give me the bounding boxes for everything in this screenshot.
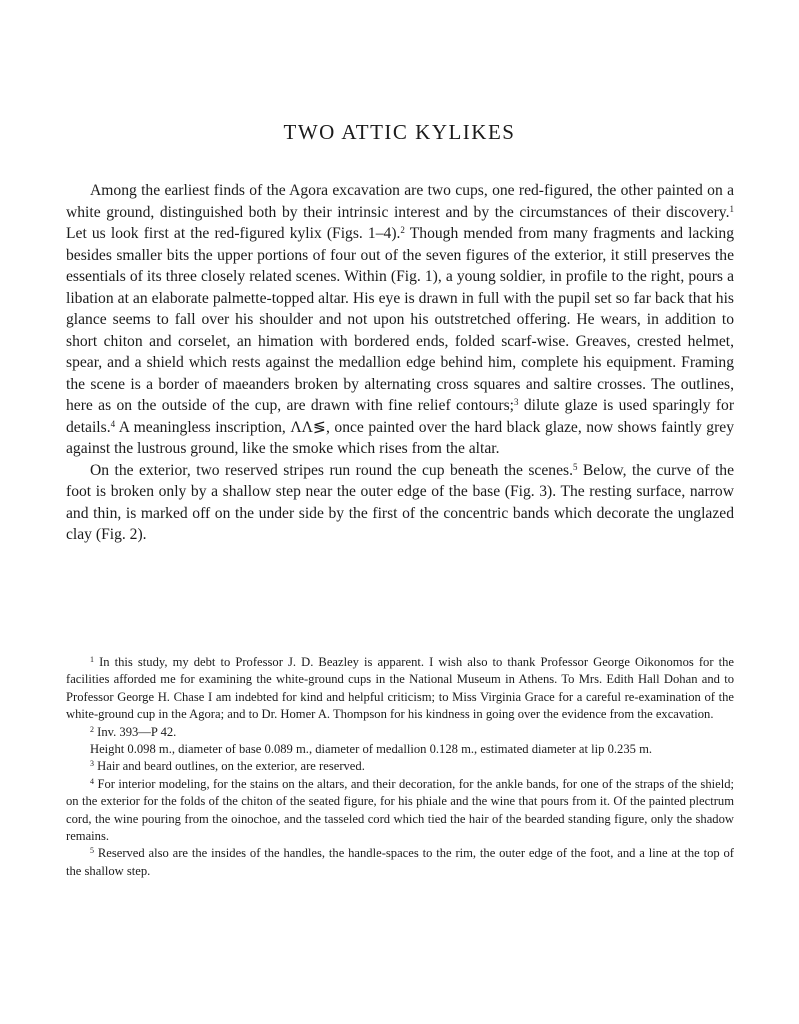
footnote-text: Height 0.098 m., diameter of base 0.089 m., diameter of medallion 0.128 m., estimated diameter at lip 0.235 m. (90, 742, 653, 757)
footnote-number: 1 (90, 655, 94, 664)
footnote-5 (66, 845, 734, 880)
footnote-3 (66, 758, 734, 775)
p1-text-4: dilute glaze is used sparingly for details. (66, 397, 735, 436)
footnote-number: 5 (90, 846, 94, 856)
footnotes (66, 654, 734, 880)
footnote-ref-5: 5 (572, 461, 578, 472)
footnote-ref-2: 2 (400, 225, 405, 235)
footnote-number: 3 (90, 759, 94, 769)
p1-text-1: Among the earliest finds of the Agora excavation are two cups, one red-figured, the other painted on a white ground, distinguished both by their intrinsic interest and by the circumstances of their discovery. (66, 182, 734, 221)
footnote-ref-1: 1 (729, 203, 734, 214)
paragraph-2 (66, 460, 734, 546)
page-title: TWO ATTIC KYLIKES (283, 120, 516, 144)
footnote-text: Hair and beard outlines, on the exterior, are reserved. (94, 759, 365, 774)
footnote-1 (66, 654, 734, 724)
p1-text-2: Let us look first at the red-figured kylix (Figs. 1–4). (66, 225, 401, 242)
p1-text-3: Though mended from many fragments and lacking besides smaller bits the upper portions of four out of the seven figures of the exterior, it still preserves the essentials of its three closely related scenes. Within (Fig. 1), a young soldier, in profile to the right, pours a libation at an elaborate palmette-topped altar. His eye is drawn in full with the pupil set so far back that his glance seems to fall over his shoulder and not upon his outstretched offering. He wears, in addition to short chiton and corselet, an himation with bordered ends, folded scarf-wise. Greaves, crested helmet, spear, and a shield which rests against the medallion edge behind him, complete his equipment. Framing the scene is a border of maeanders broken by alternating cross squares and saltire crosses. The outlines, here as on the outside of the cup, are drawn with fine relief contours; (66, 225, 734, 414)
footnote-text: Inv. 393—P 42. (94, 724, 177, 739)
p1-text-5: A meaningless inscription, ΛΛ≶, once painted over the hard black glaze, now shows faintly grey against the lustrous ground, like the smoke which rises from the altar. (66, 418, 734, 457)
footnote-number: 4 (90, 776, 94, 786)
paragraph-1 (66, 180, 734, 460)
footnote-text: Reserved also are the insides of the handles, the handle-spaces to the rim, the outer edge of the foot, and a line at the top of the shallow step. (66, 846, 734, 878)
footnote-2 (66, 724, 734, 741)
footnote-2-continued (66, 741, 734, 758)
main-text (66, 180, 734, 546)
p2-text-1: On the exterior, two reserved stripes run round the cup beneath the scenes. (90, 461, 573, 479)
footnote-ref-3: 3 (514, 397, 519, 407)
footnote-text: For interior modeling, for the stains on the altars, and their decoration, for the ankle bands, for one of the straps of the shield; on the exterior for the folds of the chiton of the seated figure, for his phiale and the wine that pours from it. Of the painted plectrum cord, the wine pouring from the oinochoe, and the tasseled cord which tied the hair of the bearded standing figure, only the shadow remains. (66, 776, 734, 844)
footnote-text: In this study, my debt to Professor J. D. Beazley is apparent. I wish also to thank Professor George Oikonomos for the facilities afforded me for examining the white-ground cups in the National Museum in Athens. To Mrs. Edith Hall Dohan and to Professor George H. Chase I am indebted for kind and helpful criticism; to Miss Virginia Grace for a careful re-examination of the white-ground cup in the Agora; and to Dr. Homer A. Thompson for his kindness in going over the evidence from the excavation. (66, 655, 734, 722)
footnote-number: 2 (90, 724, 94, 734)
p2-text-2: Below, the curve of the foot is broken only by a shallow step near the outer edge of the base (Fig. 3). The resting surface, narrow and thin, is marked off on the under side by the first of the concentric bands which decorate the unglazed clay (Fig. 2). (66, 461, 734, 543)
footnote-ref-4: 4 (110, 418, 116, 429)
footnote-4 (66, 776, 734, 846)
